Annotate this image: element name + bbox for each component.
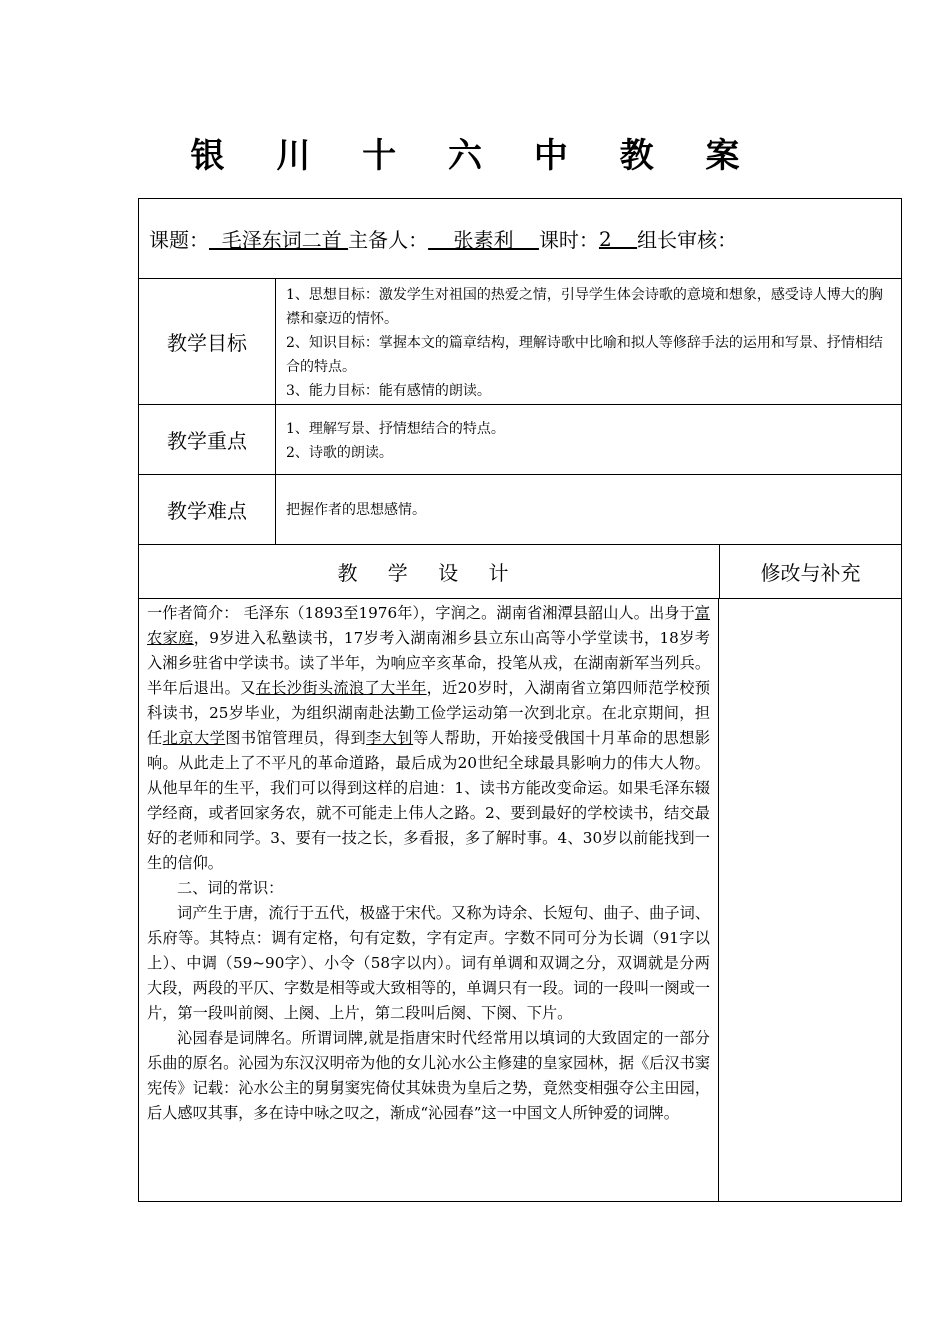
revision-heading: 修改与补充 bbox=[760, 561, 861, 585]
text-run: 等人帮助，开始接受俄国十月革命的思想影响。从此走上了不平凡的革命道路，最后成为20世纪全球最具影响力的伟大人物。从他早年的生平，我们可以得到这样的启迪：1、读书方能改变命运。如果毛泽东辍学经商，或者回家务农，就不可能走上伟人之路。2、要到最好的学校读书，结交最好的老师和同学。3、要有一技之长，多看报，多了解时事。4、30岁以前能找到一生的信仰。 bbox=[147, 729, 711, 872]
focus-row bbox=[138, 404, 902, 474]
text-run: 一作者简介： 毛泽东（1893至1976年），字润之。湖南省湘潭县韶山人。出身于 bbox=[147, 604, 695, 622]
goal-item: 3、能力目标：能有感情的朗读。 bbox=[286, 383, 491, 399]
goals-content bbox=[276, 279, 901, 404]
revision-content bbox=[719, 599, 901, 1201]
difficulty-label: 教学难点 bbox=[139, 475, 276, 544]
difficulty-content bbox=[276, 475, 901, 544]
design-header-row bbox=[138, 544, 902, 598]
goals-row bbox=[138, 278, 902, 404]
focus-item: 2、诗歌的朗读。 bbox=[286, 445, 393, 461]
preparer-value: 张素利 bbox=[428, 228, 539, 252]
qinyuanchun-paragraph: 沁园春是词牌名。所谓词牌,就是指唐宋时代经常用以填词的大致固定的一部分乐曲的原名。沁园为东汉汉明帝为他的女儿沁水公主修建的皇家园林，据《后汉书窦宪传》记载：沁水公主的舅舅窦宪倚仗其妹贵为皇后之势，竟然变相强夺公主田园，后人感叹其事，多在诗中咏之叹之，渐成“沁园春”这一中国文人所钟爱的词牌。 bbox=[147, 1029, 710, 1122]
reviewer-label: 组长审核： bbox=[637, 228, 738, 252]
text-run: ，近20岁时，入湖南省立第四师范学校预科读书，25岁毕业，为组织湖南赴法勤工俭学运动第一次到北京。在北京期间，担任 bbox=[147, 679, 711, 747]
teaching-design-heading: 教 学 设 计 bbox=[139, 545, 720, 598]
focus-item: 1、理解写景、抒情想结合的特点。 bbox=[286, 421, 505, 437]
header-row bbox=[138, 198, 902, 278]
subject-label: 课题： bbox=[149, 228, 209, 252]
difficulty-text: 把握作者的思想感情。 bbox=[286, 501, 426, 518]
underlined-text: 在长沙街头流浪了大半年 bbox=[255, 679, 427, 697]
subject-value: 毛泽东词二首 bbox=[209, 228, 349, 252]
focus-label: 教学重点 bbox=[139, 405, 276, 474]
text-run: ，9岁进入私塾读书，17岁考入湖南湘乡县立东山高等小学堂读书，18岁考入湘乡驻省中学读书。读了半年，为响应辛亥革命，投笔从戎，在湖南新军当列兵。半年后退出。又 bbox=[147, 629, 710, 697]
preparer-label: 主备人： bbox=[348, 228, 429, 252]
lesson-plan-table bbox=[138, 198, 902, 1202]
goal-item: 2、知识目标：掌握本文的篇章结构，理解诗歌中比喻和拟人等修辞手法的运用和写景、抒情相结合的特点。 bbox=[286, 335, 883, 375]
underlined-text: 富农家庭 bbox=[147, 604, 710, 647]
design-body-row bbox=[138, 598, 902, 1202]
page-title: 银 川 十 六 中 教 案 bbox=[190, 136, 760, 176]
underlined-text: 李大钊 bbox=[366, 729, 414, 747]
goals-label: 教学目标 bbox=[139, 279, 276, 404]
teaching-design-content bbox=[139, 599, 719, 1201]
author-intro-paragraph bbox=[147, 601, 710, 876]
goal-item: 1、思想目标：激发学生对祖国的热爱之情，引导学生体会诗歌的意境和想象，感受诗人博大的胸襟和豪迈的情怀。 bbox=[286, 287, 883, 327]
text-run: 图书馆管理员，得到 bbox=[225, 729, 367, 747]
hours-label: 课时： bbox=[538, 228, 599, 252]
underlined-text: 北京大学 bbox=[162, 729, 226, 747]
difficulty-row bbox=[138, 474, 902, 544]
ci-knowledge-paragraph: 词产生于唐，流行于五代，极盛于宋代。又称为诗余、长短句、曲子、曲子词、乐府等。其特点：调有定格，句有定数，字有定声。字数不同可分为长调（91字以上）、中调（59~90字）、小令（58字以内）。词有单调和双调之分，双调就是分两大段，两段的平仄、字数是相等或大致相等的，单调只有一段。词的一段叫一阕或一片，第一段叫前阕、上阕、上片，第二段叫后阕、下阕、下片。 bbox=[147, 904, 710, 1022]
hours-value: 2 bbox=[598, 226, 638, 251]
focus-content bbox=[276, 405, 901, 474]
section-heading: 二、词的常识： bbox=[177, 879, 284, 897]
